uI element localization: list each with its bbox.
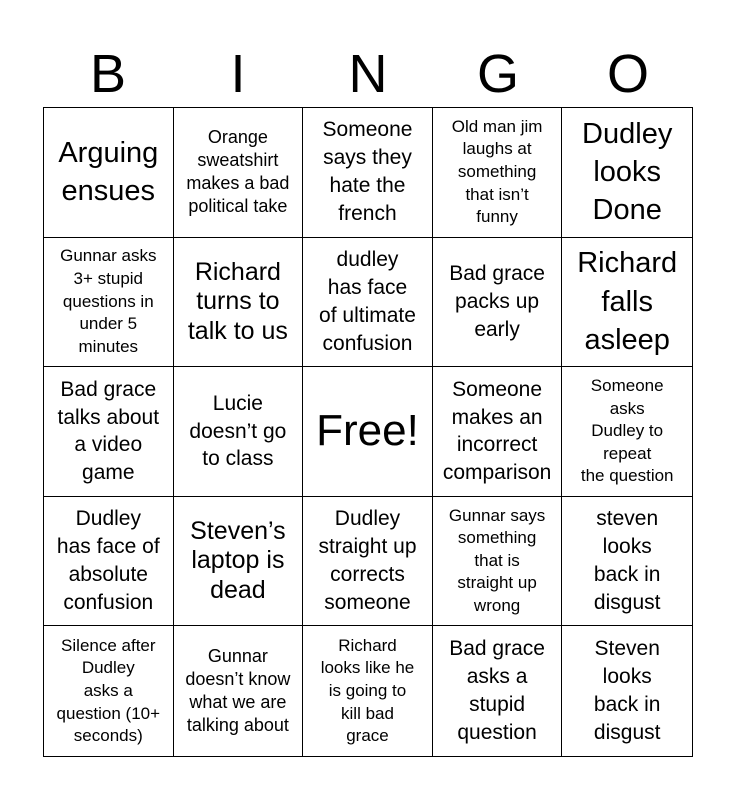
bingo-cell[interactable] bbox=[44, 367, 174, 497]
cell-text: Richard falls asleep bbox=[577, 247, 678, 357]
cell-text: dudley has face of ultimate confusion bbox=[319, 248, 416, 355]
cell-text: Bad grace asks a stupid question bbox=[449, 637, 545, 745]
cell-text: Steven looks back in disgust bbox=[593, 637, 661, 745]
header-letter-o: O bbox=[606, 44, 649, 104]
bingo-cell[interactable] bbox=[174, 626, 304, 756]
cell-text: Silence after Dudley asks a question (10+ seconds) bbox=[56, 635, 161, 746]
bingo-cell[interactable] bbox=[44, 108, 174, 238]
bingo-cell[interactable] bbox=[433, 238, 563, 368]
bingo-cell[interactable] bbox=[303, 238, 433, 368]
bingo-cell[interactable] bbox=[433, 367, 563, 497]
cell-text: Gunnar doesn’t know what we are talking about bbox=[185, 646, 291, 736]
bingo-cell[interactable] bbox=[433, 497, 563, 627]
cell-text: Gunnar asks 3+ stupid questions in under 5 minutes bbox=[60, 246, 157, 356]
cell-text: Old man jim laughs at something that isn’t funny bbox=[451, 116, 543, 227]
bingo-cell[interactable] bbox=[433, 626, 563, 756]
cell-text: Bad grace packs up early bbox=[449, 262, 545, 341]
cell-text: Gunnar says something that is straight up wrong bbox=[448, 505, 546, 615]
header-letter-n: N bbox=[348, 44, 388, 104]
cell-text: Someone asks Dudley to repeat the question bbox=[580, 375, 674, 486]
bingo-cell[interactable] bbox=[174, 497, 304, 627]
cell-text: Dudley has face of absolute confusion bbox=[56, 507, 160, 615]
bingo-cell[interactable] bbox=[174, 108, 304, 238]
bingo-cell[interactable] bbox=[174, 238, 304, 368]
cell-text: Dudley looks Done bbox=[582, 117, 673, 227]
cell-text: Richard looks like he is going to kill bad grace bbox=[320, 635, 415, 746]
header-letter-i: I bbox=[230, 44, 246, 104]
bingo-cell[interactable] bbox=[562, 367, 692, 497]
bingo-cell-free[interactable] bbox=[303, 367, 433, 497]
cell-text: Orange sweatshirt makes a bad political take bbox=[186, 127, 290, 217]
cell-text: Someone makes an incorrect comparison bbox=[442, 377, 552, 485]
bingo-cell[interactable] bbox=[562, 238, 692, 368]
bingo-cell[interactable] bbox=[562, 497, 692, 627]
cell-text: Bad grace talks about a video game bbox=[57, 377, 160, 485]
cell-text: Lucie doesn’t go to class bbox=[189, 391, 287, 471]
header-letter-b: B bbox=[89, 44, 127, 104]
bingo-cell[interactable] bbox=[44, 497, 174, 627]
bingo-cell[interactable] bbox=[303, 497, 433, 627]
bingo-cell[interactable] bbox=[562, 626, 692, 756]
bingo-board bbox=[43, 107, 693, 757]
header-letter-g: G bbox=[476, 44, 519, 104]
cell-text: Steven’s laptop is dead bbox=[190, 516, 286, 604]
cell-text: steven looks back in disgust bbox=[593, 507, 661, 615]
cell-text: Dudley straight up corrects someone bbox=[318, 507, 417, 615]
bingo-cell[interactable] bbox=[174, 367, 304, 497]
cell-text: Arguing ensues bbox=[58, 137, 159, 208]
bingo-cell[interactable] bbox=[433, 108, 563, 238]
bingo-cell[interactable] bbox=[303, 108, 433, 238]
bingo-cell[interactable] bbox=[562, 108, 692, 238]
bingo-cell[interactable] bbox=[44, 238, 174, 368]
bingo-cell[interactable] bbox=[44, 626, 174, 756]
cell-text: Someone says they hate the french bbox=[322, 118, 413, 226]
free-space-label: Free! bbox=[316, 406, 419, 456]
bingo-cell[interactable] bbox=[303, 626, 433, 756]
bingo-header bbox=[43, 40, 693, 108]
cell-text: Richard turns to talk to us bbox=[187, 257, 288, 345]
